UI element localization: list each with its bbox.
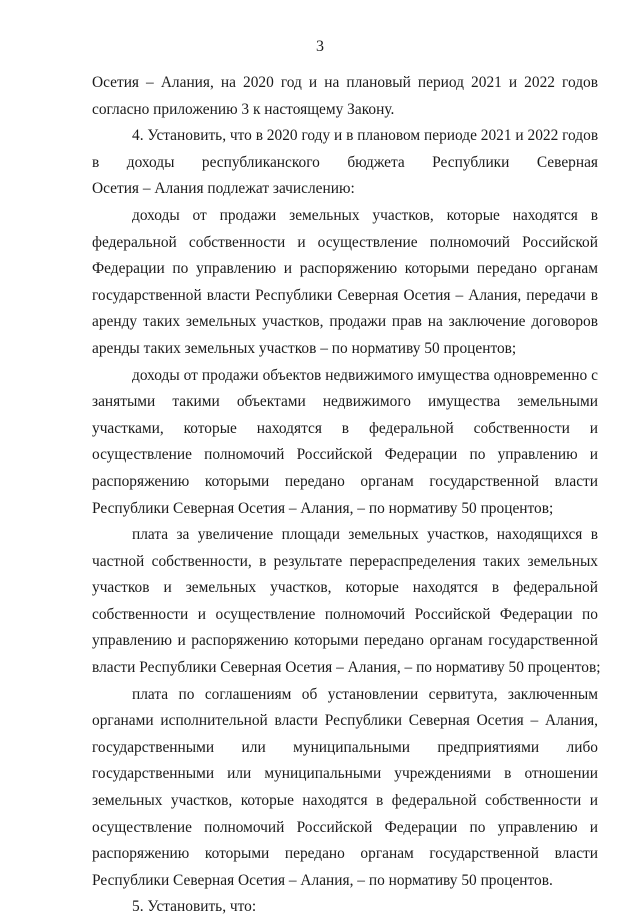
text-line: в доходы республиканского бюджета Республики Северная [92, 153, 598, 171]
text-line: участков и земельных участков, которые находятся в федеральной [92, 579, 598, 597]
text-line: осуществление полномочий Российской Федерации по управлению и [92, 818, 598, 836]
text-line: Осетия – Алания, на 2020 год и на плановый период 2021 и 2022 годов [92, 74, 598, 91]
text-line: государственной власти Республики Северная Осетия – Алания, передачи в [92, 286, 598, 304]
text-line: федеральной собственности и осуществление полномочий Российской [92, 233, 598, 251]
text-line: занятыми такими объектами недвижимого имущества земельными [92, 393, 598, 411]
text-line: 5. Установить, что: [132, 898, 257, 916]
text-line: доходы от продажи объектов недвижимого имущества одновременно с [132, 366, 598, 384]
text-line: согласно приложению 3 к настоящему Закону. [92, 100, 395, 118]
text-line: распоряжению которыми передано органам государственной власти [92, 472, 598, 490]
text-line: аренды таких земельных участков – по нормативу 50 процентов; [92, 339, 517, 357]
text-line: государственными или муниципальными учреждениями в отношении [92, 765, 598, 783]
text-line: управлению и распоряжению которыми передано органам государственной [92, 632, 598, 650]
text-line: Осетия – Алания подлежат зачислению: [92, 180, 355, 198]
text-line: плата за увеличение площади земельных участков, находящихся в [132, 526, 598, 544]
text-line: распоряжению которыми передано органам государственной власти [92, 845, 598, 863]
text-line: 4. Установить, что в 2020 году и в плановом периоде 2021 и 2022 годов [132, 127, 599, 145]
text-line: власти Республики Северная Осетия – Алания, – по нормативу 50 процентов; [92, 659, 601, 677]
text-line: осуществление полномочий Российской Федерации по управлению и [92, 446, 598, 464]
text-line: Республики Северная Осетия – Алания, – по нормативу 50 процентов. [92, 871, 553, 889]
text-line: Республики Северная Осетия – Алания, – по нормативу 50 процентов; [92, 499, 554, 517]
text-line: земельных участков, которые находятся в федеральной собственности и [92, 792, 598, 810]
text-line: аренду таких земельных участков, продажи прав на заключение договоров [92, 313, 598, 331]
text-line: доходы от продажи земельных участков, которые находятся в [132, 206, 598, 224]
text-line: органами исполнительной власти Республики Северная Осетия – Алания, [92, 712, 598, 730]
text-line: Федерации по управлению и распоряжению которыми передано органам [92, 260, 598, 278]
text-line: участками, которые находятся в федеральной собственности и [92, 419, 598, 437]
document-body [92, 70, 601, 921]
text-line: государственными или муниципальными предприятиями либо [92, 738, 598, 756]
text-line: частной собственности, в результате перераспределения таких земельных [92, 552, 598, 570]
text-line: плата по соглашениям об установлении сервитута, заключенным [132, 685, 598, 703]
text-line: собственности и осуществление полномочий Российской Федерации по [92, 605, 598, 623]
page-number: 3 [316, 38, 324, 55]
